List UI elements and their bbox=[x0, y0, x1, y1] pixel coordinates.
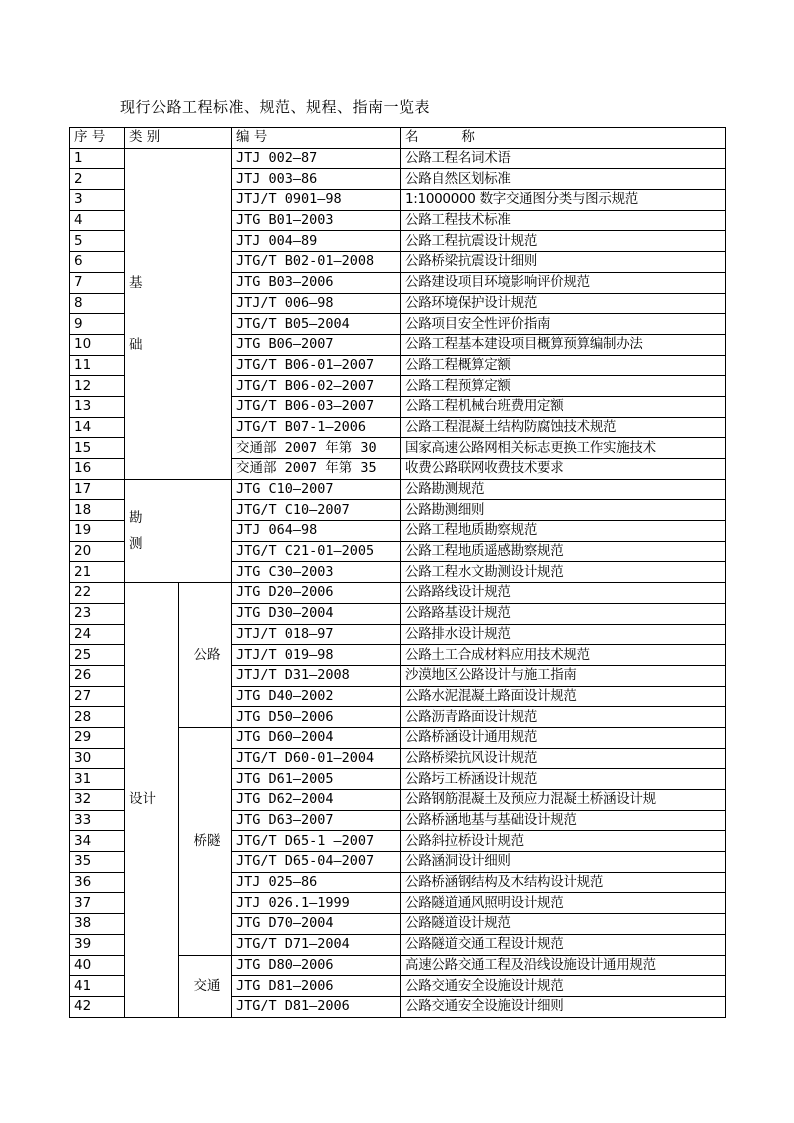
standard-code: JTG D62—2004 bbox=[232, 790, 401, 811]
standard-name: 公路工程水文勘测设计规范 bbox=[401, 562, 726, 583]
standard-name: 公路圬工桥涵设计规范 bbox=[401, 769, 726, 790]
standard-code: JTJ 004—89 bbox=[232, 231, 401, 252]
standard-name: 公路工程地质遥感勘察规范 bbox=[401, 541, 726, 562]
row-number: 4 bbox=[70, 210, 125, 231]
standard-code: JTJ/T D31—2008 bbox=[232, 665, 401, 686]
standard-code: 交通部 2007 年第 30 bbox=[232, 438, 401, 459]
table-row bbox=[70, 583, 726, 604]
standard-name: 公路路线设计规范 bbox=[401, 583, 726, 604]
standard-code: JTJ 026.1—1999 bbox=[232, 893, 401, 914]
standard-code: JTG/T B06-02—2007 bbox=[232, 376, 401, 397]
row-number: 1 bbox=[70, 148, 125, 169]
standard-name: 公路工程混凝土结构防腐蚀技术规范 bbox=[401, 417, 726, 438]
row-number: 12 bbox=[70, 376, 125, 397]
row-number: 33 bbox=[70, 810, 125, 831]
category-design: 设计 bbox=[125, 583, 179, 1017]
row-number: 18 bbox=[70, 500, 125, 521]
standard-name: 公路桥涵钢结构及木结构设计规范 bbox=[401, 872, 726, 893]
standard-name: 公路桥涵地基与基础设计规范 bbox=[401, 810, 726, 831]
standard-code: JTJ 002—87 bbox=[232, 148, 401, 169]
standard-name: 公路工程机械台班费用定额 bbox=[401, 396, 726, 417]
row-number: 37 bbox=[70, 893, 125, 914]
row-number: 32 bbox=[70, 790, 125, 811]
category-survey-char-2: 测 bbox=[129, 535, 143, 552]
subcategory-road: 公路 bbox=[179, 583, 232, 728]
standard-name: 公路项目安全性评价指南 bbox=[401, 314, 726, 335]
header-category: 类 别 bbox=[125, 128, 232, 149]
standard-name: 公路隧道交通工程设计规范 bbox=[401, 934, 726, 955]
standard-name: 公路工程名词术语 bbox=[401, 148, 726, 169]
standard-code: JTG C10—2007 bbox=[232, 479, 401, 500]
standard-code: JTJ 003—86 bbox=[232, 169, 401, 190]
row-number: 17 bbox=[70, 479, 125, 500]
standard-code: JTG/T D71—2004 bbox=[232, 934, 401, 955]
row-number: 26 bbox=[70, 665, 125, 686]
standard-name: 公路桥梁抗风设计规范 bbox=[401, 748, 726, 769]
standard-code: JTJ/T 019—98 bbox=[232, 645, 401, 666]
standard-code: JTG B03—2006 bbox=[232, 272, 401, 293]
standard-name: 公路涵洞设计细则 bbox=[401, 852, 726, 873]
standard-code: JTG/T C10—2007 bbox=[232, 500, 401, 521]
subcategory-traffic: 交通 bbox=[179, 955, 232, 1017]
category-basic-char-2: 础 bbox=[129, 336, 143, 353]
standard-code: 交通部 2007 年第 35 bbox=[232, 459, 401, 480]
standard-name: 公路路基设计规范 bbox=[401, 603, 726, 624]
header-code: 编 号 bbox=[232, 128, 401, 149]
row-number: 29 bbox=[70, 727, 125, 748]
standard-name: 公路环境保护设计规范 bbox=[401, 293, 726, 314]
row-number: 8 bbox=[70, 293, 125, 314]
standard-code: JTJ/T 0901—98 bbox=[232, 190, 401, 211]
table-row bbox=[70, 479, 726, 500]
header-seq: 序 号 bbox=[70, 128, 125, 149]
standard-code: JTG B01—2003 bbox=[232, 210, 401, 231]
row-number: 2 bbox=[70, 169, 125, 190]
row-number: 11 bbox=[70, 355, 125, 376]
standard-code: JTG B06—2007 bbox=[232, 334, 401, 355]
row-number: 3 bbox=[70, 190, 125, 211]
row-number: 34 bbox=[70, 831, 125, 852]
standard-code: JTG/T D65-04—2007 bbox=[232, 852, 401, 873]
category-survey bbox=[125, 479, 232, 582]
standard-code: JTG/T D81—2006 bbox=[232, 996, 401, 1017]
standard-name: 公路建设项目环境影响评价规范 bbox=[401, 272, 726, 293]
standard-code: JTG D20—2006 bbox=[232, 583, 401, 604]
row-number: 30 bbox=[70, 748, 125, 769]
row-number: 25 bbox=[70, 645, 125, 666]
standard-code: JTG D40—2002 bbox=[232, 686, 401, 707]
row-number: 35 bbox=[70, 852, 125, 873]
category-basic-char-1: 基 bbox=[129, 274, 143, 291]
standard-code: JTG D61—2005 bbox=[232, 769, 401, 790]
row-number: 41 bbox=[70, 976, 125, 997]
standard-name: 公路斜拉桥设计规范 bbox=[401, 831, 726, 852]
standard-code: JTG D60—2004 bbox=[232, 727, 401, 748]
page-title: 现行公路工程标准、规范、规程、指南一览表 bbox=[120, 98, 431, 116]
standard-name: 公路勘测规范 bbox=[401, 479, 726, 500]
standard-name: 收费公路联网收费技术要求 bbox=[401, 459, 726, 480]
standard-name: 公路桥梁抗震设计细则 bbox=[401, 252, 726, 273]
row-number: 36 bbox=[70, 872, 125, 893]
row-number: 23 bbox=[70, 603, 125, 624]
standard-name: 公路沥青路面设计规范 bbox=[401, 707, 726, 728]
standard-name: 公路土工合成材料应用技术规范 bbox=[401, 645, 726, 666]
row-number: 27 bbox=[70, 686, 125, 707]
row-number: 19 bbox=[70, 521, 125, 542]
standard-name: 公路工程概算定额 bbox=[401, 355, 726, 376]
row-number: 28 bbox=[70, 707, 125, 728]
standard-name: 公路工程技术标准 bbox=[401, 210, 726, 231]
standard-name: 公路勘测细则 bbox=[401, 500, 726, 521]
standard-code: JTJ/T 018—97 bbox=[232, 624, 401, 645]
standard-code: JTG/T B06-01—2007 bbox=[232, 355, 401, 376]
standard-code: JTG/T B05—2004 bbox=[232, 314, 401, 335]
standard-code: JTG/T B07-1—2006 bbox=[232, 417, 401, 438]
row-number: 40 bbox=[70, 955, 125, 976]
standard-name: 沙漠地区公路设计与施工指南 bbox=[401, 665, 726, 686]
row-number: 38 bbox=[70, 914, 125, 935]
standard-code: JTG D63—2007 bbox=[232, 810, 401, 831]
subcategory-bridge-tunnel: 桥隧 bbox=[179, 727, 232, 955]
row-number: 16 bbox=[70, 459, 125, 480]
standard-code: JTJ 064—98 bbox=[232, 521, 401, 542]
standard-name: 公路桥涵设计通用规范 bbox=[401, 727, 726, 748]
row-number: 15 bbox=[70, 438, 125, 459]
standard-code: JTG C30—2003 bbox=[232, 562, 401, 583]
category-survey-char-1: 勘 bbox=[129, 509, 143, 526]
standard-name: 高速公路交通工程及沿线设施设计通用规范 bbox=[401, 955, 726, 976]
table-row bbox=[70, 148, 726, 169]
category-basic bbox=[125, 148, 232, 479]
standard-name: 公路自然区划标准 bbox=[401, 169, 726, 190]
standard-name: 公路交通安全设施设计细则 bbox=[401, 996, 726, 1017]
header-row bbox=[70, 128, 726, 149]
row-number: 7 bbox=[70, 272, 125, 293]
standard-code: JTG D70—2004 bbox=[232, 914, 401, 935]
standard-code: JTJ 025—86 bbox=[232, 872, 401, 893]
standard-name: 公路工程抗震设计规范 bbox=[401, 231, 726, 252]
standards-table bbox=[69, 127, 726, 1018]
standard-code: JTG/T B02-01—2008 bbox=[232, 252, 401, 273]
standard-name: 公路隧道设计规范 bbox=[401, 914, 726, 935]
header-name: 名 称 bbox=[401, 128, 726, 149]
standard-code: JTJ/T 006—98 bbox=[232, 293, 401, 314]
row-number: 13 bbox=[70, 396, 125, 417]
row-number: 42 bbox=[70, 996, 125, 1017]
row-number: 5 bbox=[70, 231, 125, 252]
standard-code: JTG D80—2006 bbox=[232, 955, 401, 976]
standard-name: 1:1000000 数字交通图分类与图示规范 bbox=[401, 190, 726, 211]
standard-code: JTG/T B06-03—2007 bbox=[232, 396, 401, 417]
standard-name: 公路工程基本建设项目概算预算编制办法 bbox=[401, 334, 726, 355]
standard-code: JTG/T D60-01—2004 bbox=[232, 748, 401, 769]
row-number: 39 bbox=[70, 934, 125, 955]
row-number: 22 bbox=[70, 583, 125, 604]
row-number: 6 bbox=[70, 252, 125, 273]
row-number: 31 bbox=[70, 769, 125, 790]
standard-name: 公路工程地质勘察规范 bbox=[401, 521, 726, 542]
standard-code: JTG/T C21-01—2005 bbox=[232, 541, 401, 562]
standard-name: 公路隧道通风照明设计规范 bbox=[401, 893, 726, 914]
standard-code: JTG D50—2006 bbox=[232, 707, 401, 728]
row-number: 14 bbox=[70, 417, 125, 438]
standard-name: 公路工程预算定额 bbox=[401, 376, 726, 397]
row-number: 24 bbox=[70, 624, 125, 645]
standard-code: JTG D30—2004 bbox=[232, 603, 401, 624]
standard-name: 公路水泥混凝土路面设计规范 bbox=[401, 686, 726, 707]
standard-code: JTG/T D65-1 —2007 bbox=[232, 831, 401, 852]
standard-code: JTG D81—2006 bbox=[232, 976, 401, 997]
row-number: 20 bbox=[70, 541, 125, 562]
standard-name: 公路钢筋混凝土及预应力混凝土桥涵设计规 bbox=[401, 790, 726, 811]
standard-name: 国家高速公路网相关标志更换工作实施技术 bbox=[401, 438, 726, 459]
row-number: 9 bbox=[70, 314, 125, 335]
standard-name: 公路交通安全设施设计规范 bbox=[401, 976, 726, 997]
row-number: 21 bbox=[70, 562, 125, 583]
row-number: 10 bbox=[70, 334, 125, 355]
standard-name: 公路排水设计规范 bbox=[401, 624, 726, 645]
